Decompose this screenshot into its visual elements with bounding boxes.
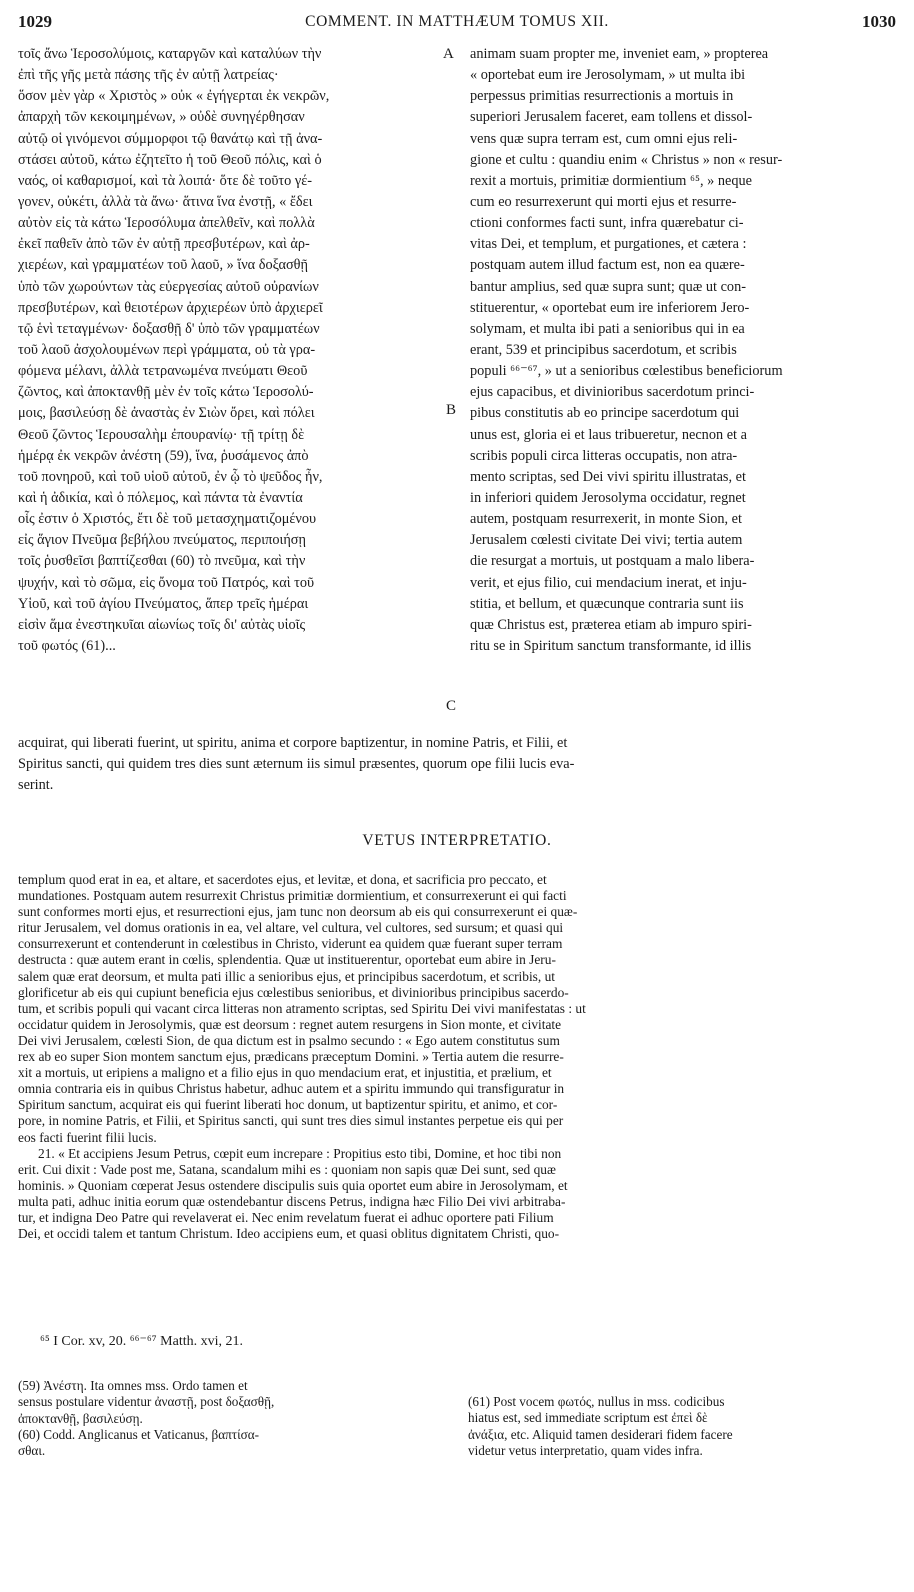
footnote-line: hiatus est, sed immediate scriptum est ἐπεὶ δὲ (468, 1410, 708, 1426)
greek-text-line: ἡμέρᾳ ἐκ νεκρῶν ἀνέστη (59), ἵνα, ῥυσάμενος ἀπὸ (18, 447, 309, 464)
footnote-line: σθαι. (18, 1443, 46, 1459)
running-title: COMMENT. IN MATTHÆUM TOMUS XII. (305, 13, 609, 30)
greek-text-line: πρεσβυτέρων, καὶ θειοτέρων ἀρχιερέων ὑπὸ ἀρχιερεῖ (18, 299, 323, 316)
page-number-right: 1030 (862, 12, 896, 31)
vetus-text-line: Spiritum sanctum, acquirat eis qui fuerint liberati hoc donum, ut baptizentur spiritu, et animo, et cor- (18, 1097, 558, 1113)
vetus-text-line: mundationes. Postquam autem resurrexit Christus primitiæ dormientium, et consurrexerunt ei qui facti (18, 888, 567, 904)
latin-text-line: in inferiori quidem Jerosolyma occidatur, regnet (470, 489, 746, 506)
footnote-line: sensus postulare videntur ἀναστῇ, post δοξασθῇ, (18, 1394, 275, 1410)
latin-text-line: solymam, et multa ibi pati a senioribus qui in ea (470, 320, 745, 337)
latin-text-line: erant, 539 et principibus sacerdotum, et scribis (470, 341, 737, 358)
footnote-line: (60) Codd. Anglicanus et Vaticanus, βαπτίσα- (18, 1426, 260, 1442)
greek-text-line: χιερέων, καὶ γραμματέων τοῦ λαοῦ, » ἵνα δοξασθῇ (18, 257, 309, 274)
vetus-text-line: tum, et scribis populi qui vacant circa litteras non atramento scriptas, sed Spiritu Dei vivi manifestatas : ut (18, 1000, 586, 1016)
latin-text-line: quæ Christus est, præterea etiam ab impuro spiri- (470, 616, 752, 633)
section-title: VETUS INTERPRETATIO. (362, 832, 552, 849)
margin-marker-b: B (446, 402, 457, 418)
greek-text-line: μοις, βασιλεύσῃ δὲ ἀναστὰς ἐν Σιὼν ὄρει, καὶ πόλει (18, 405, 315, 422)
greek-text-line: οἷς ἐστιν ὁ Χριστός, ἔτι δὲ τοῦ μετασχηματιζομένου (18, 511, 317, 528)
latin-text-line: postquam autem illud factum est, non ea quære- (470, 257, 745, 274)
latin-text-line: ctioni conformes facti sunt, infra quærebatur ci- (470, 215, 744, 232)
margin-marker-c: C (446, 698, 457, 714)
latin-text-line: scribis populi circa litteras occupatis, non atra- (470, 447, 738, 464)
greek-text-line: ζῶντος, καὶ ἀποκτανθῇ μὲν ἐν τοῖς κάτω Ἱεροσολύ- (18, 384, 314, 401)
latin-text-line: perpessus primitias resurrectionis a mortuis in (470, 88, 734, 105)
vetus-text-line: destructa : quæ autem erant in cœlis, splendentia. Quæ ut instituerentur, oportebat eum abire in Jeru- (18, 952, 556, 968)
latin-text-line: mento scriptas, sed Dei vivi spiritu illustratas, et (470, 468, 746, 485)
page-header (18, 12, 896, 36)
greek-text-line: ἀπαρχὴ τῶν κεκοιμημένων, » οὐδὲ συνηγέρθησαν (18, 109, 305, 126)
scripture-references: ⁶⁵ I Cor. xv, 20. ⁶⁶⁻⁶⁷ Matth. xvi, 21. (40, 1334, 243, 1349)
footnote-line: (61) Post vocem φωτός, nullus in mss. codicibus (468, 1394, 725, 1409)
latin-text-line: cum eo resurrexerunt qui morti ejus et resurre- (470, 193, 737, 210)
greek-column (18, 44, 450, 657)
vetus-text-line: hominis. » Quoniam cœperat Jesus ostendere discipulis suis quia oportet eum abire in Jerosolymam, et (18, 1177, 568, 1193)
vetus-text-line: Dei, et occidi talem et tantum Christum. Ideo accipiens eum, et quasi oblitus dignitatem Christi, quo- (18, 1226, 560, 1242)
latin-text-line: ejus capacibus, et divinioribus sacerdotum princi- (470, 384, 755, 401)
footnote-line: (59) Ἀνέστη. Ita omnes mss. Ordo tamen et (18, 1378, 248, 1393)
footnotes-left (18, 1378, 450, 1459)
greek-text-line: εἰς ἅγιον Πνεῦμα βεβήλου πνεύματος, περιποιήσῃ (18, 532, 306, 549)
latin-text-line: vitas Dei, et templum, et purgationes, et cætera : (470, 236, 747, 253)
footnote-line: videtur vetus interpretatio, quam vides infra. (468, 1442, 703, 1458)
latin-text-line: die resurgat a mortuis, ut postquam a malo libera- (470, 553, 755, 570)
vetus-text-line: rex ab eo super Sion montem sanctum ejus, prædicans præceptum Domini. » Tertia autem die resurre- (18, 1049, 564, 1065)
vetus-text-line: consurrexerunt et contenderunt in cœlestibus in Christo, viderunt ea quidem quæ fuerant super terram (18, 936, 563, 952)
full-width-continuation (18, 733, 896, 796)
continuation-text-line: serint. (18, 777, 54, 793)
latin-text-line: autem, postquam resurrexerit, in monte Sion, et (470, 511, 742, 528)
greek-text-line: στάσει αὐτοῦ, κάτω ἐζητεῖτο ἡ τοῦ Θεοῦ πόλις, καὶ ὁ (18, 151, 322, 168)
footnotes-right (468, 1394, 898, 1459)
greek-text-line: ὑπὸ τῶν χωρούντων τὰς εὐεργεσίας αὐτοῦ οὐρανίων (18, 278, 319, 295)
latin-text-line: populi ⁶⁶⁻⁶⁷, » ut a senioribus cœlestibus beneficiorum (470, 363, 783, 380)
vetus-text-line: eos facti fuerint filii lucis. (18, 1129, 157, 1145)
vetus-text-line: pore, in nomine Patris, et Filii, et Spiritus sancti, qui sunt tres dies simul instantes perpetue eis qui per (18, 1113, 564, 1129)
greek-text-line: Υἱοῦ, καὶ τοῦ ἁγίου Πνεύματος, ἅπερ τρεῖς ἡμέραι (18, 595, 309, 612)
footnote-line: ἀνάξια, etc. Aliquid tamen desiderari fidem facere (468, 1426, 733, 1442)
latin-text-line: unus est, gloria ei et laus tribueretur, necnon et a (470, 426, 747, 443)
vetus-text-line: glorificetur ab eis qui cupiunt beneficia ejus cœlestibus senioribus, et divinioribus principibus sacerdo- (18, 984, 569, 1000)
greek-text-line: ὅσον μὲν γὰρ « Χριστὸς » οὐκ « ἐγήγερται ἐκ νεκρῶν, (18, 88, 330, 105)
greek-text-line: τῷ ἑνὶ τεταγμένων· δοξασθῇ δ' ὑπὸ τῶν γραμματέων (18, 320, 320, 337)
greek-text-line: Θεοῦ ζῶντος Ἱερουσαλὴμ ἐπουρανίῳ· τῇ τρίτῃ δὲ (18, 426, 305, 443)
greek-text-line: ψυχήν, καὶ τὸ σῶμα, εἰς ὄνομα τοῦ Πατρός, καὶ τοῦ (18, 574, 315, 591)
latin-text-line: gione et cultu : quandiu enim « Christus » non « resur- (470, 151, 783, 168)
greek-text-line: γονεν, οὐκέτι, ἀλλὰ τὰ ἄνω· ἅτινα ἵνα ἐνστῇ, « ἔδει (18, 193, 313, 210)
latin-text-line: superiori Jerusalem faceret, eam tollens et dissol- (470, 109, 753, 126)
latin-text-line: rexit a mortuis, primitiæ dormientium ⁶⁵, » neque (470, 172, 752, 189)
margin-marker-a: A (443, 46, 454, 62)
greek-text-line: εἰσὶν ἅμα ἐνεστηκυῖαι αἰωνίως τοῖς δι' αὐτὰς υἱοῖς (18, 616, 306, 633)
vetus-text-line: ritur Jerusalem, vel domus orationis in ea, vel altare, vel cultura, vel cultores, sed sursum; et quasi qui (18, 920, 564, 936)
vetus-text-line: templum quod erat in ea, et altare, et sacerdotes ejus, et levitæ, et dona, et sacrificia pro peccato, et (18, 872, 547, 887)
vetus-text-line: erit. Cui dixit : Vade post me, Satana, scandalum mihi es : quoniam non sapis quæ Dei sunt, sed quæ (18, 1161, 556, 1177)
greek-text-line: ναός, οἱ καθαρισμοί, καὶ τὰ λοιπά· ὅτε δὲ τοῦτο γέ- (18, 172, 312, 189)
vetus-text-line: omnia contraria eis in quibus Christus habetur, adhuc autem et a spiritu immundo qui transfiguratur in (18, 1081, 565, 1097)
latin-text-line: vens quæ supra terram est, cum omni ejus reli- (470, 130, 738, 147)
greek-text-line: φόμενα μέλανι, ἀλλὰ τετρανωμένα πνεύματι Θεοῦ (18, 363, 308, 380)
greek-text-line: τοῖς ῥυσθεῖσι βαπτίζεσθαι (60) τὸ πνεῦμα, καὶ τὴν (18, 553, 306, 570)
continuation-text-line: acquirat, qui liberati fuerint, ut spiritu, anima et corpore baptizentur, in nomine Patris, et Filii, et (18, 735, 568, 751)
vetus-text-line: tur, et indigna Deo Patre qui revelaverat ei. Nec enim revelatum fuerat ei adhuc oportere pati Filium (18, 1209, 554, 1225)
vetus-text-line: occidatur quidem in Jerosolymis, quæ est deorsum : regnet autem resurgens in Sion monte, et civitate (18, 1016, 562, 1032)
greek-text-line: ἐπὶ τῆς γῆς μετὰ πάσης τῆς ἐν αὐτῇ λατρείας· (18, 67, 279, 84)
greek-text-line: αὐτὸν εἰς τὰ κάτω Ἱεροσόλυμα ἀπελθεῖν, καὶ πολλὰ (18, 215, 315, 232)
greek-text-line: αὐτῷ οἱ γινόμενοι σύμμορφοι τῷ θανάτῳ καὶ τῇ ἀνα- (18, 130, 323, 147)
page-number-left: 1029 (18, 12, 52, 31)
greek-text-line: τοῦ πονηροῦ, καὶ τοῦ υἱοῦ αὐτοῦ, ἐν ᾧ τὸ ψεῦδος ἦν, (18, 468, 323, 485)
greek-text-line: τοῦ φωτός (61)... (18, 637, 116, 654)
greek-text-line: ἐκεῖ παθεῖν ἀπὸ τῶν ἐν αὐτῇ πρεσβυτέρων, καὶ ἀρ- (18, 236, 310, 253)
vetus-text-line: multa pati, adhuc initia eorum quæ ostendebantur discens Petrus, indigna hæc Filio Dei vivi arbitraba- (18, 1193, 566, 1209)
vetus-interpretatio-text (18, 872, 896, 1242)
latin-text-line: verit, et ejus filio, cui mendacium inerat, et inju- (470, 574, 747, 591)
latin-text-line: pibus constitutis ab eo principe sacerdotum qui (470, 405, 740, 422)
latin-text-line: « oportebat eum ire Jerosolymam, » ut multa ibi (470, 67, 746, 84)
vetus-text-line: 21. « Et accipiens Jesum Petrus, cœpit eum increpare : Propitius esto tibi, Domine, et hoc tibi non (38, 1145, 562, 1161)
vetus-text-line: sunt conformes morti ejus, et resurrectioni ejus, jam tunc non deorsum ab eis qui consurrexerunt ei quæ- (18, 904, 578, 920)
latin-text-line: stituerentur, « oportebat eum ire inferiorem Jero- (470, 299, 750, 316)
greek-text-line: τοῖς ἄνω Ἱεροσολύμοις, καταργῶν καὶ καταλύων τὴν (18, 46, 322, 62)
latin-text-line: stitia, et bellum, et quæcunque contraria sunt iis (470, 595, 744, 612)
latin-column (470, 44, 898, 657)
latin-text-line: ritu se in Spiritum sanctum transformante, id illis (470, 637, 752, 654)
vetus-text-line: salem quæ erat deorsum, et multa pati illic a senioribus ejus, et principibus sacerdotum, et scribis, ut (18, 968, 555, 984)
continuation-text-line: Spiritus sancti, qui quidem tres dies sunt æternum iis simul præsentes, quorum ope filii lucis eva- (18, 756, 575, 772)
latin-text-line: bantur amplius, sed quæ supra sunt; quæ ut con- (470, 278, 746, 295)
footnote-line: ἀποκτανθῇ, βασιλεύσῃ. (18, 1410, 143, 1426)
latin-text-line: Jerusalem cœlesti civitate Dei vivi; tertia autem (470, 532, 743, 549)
vetus-text-line: xit a mortuis, ut eripiens a maligno et a filio ejus in quo mendacium erat, et injustitia, et prælium, et (18, 1065, 552, 1081)
vetus-text-line: Dei vivi Jerusalem, cœlesti Sion, de qua dictum est in psalmo secundo : « Ego autem constitutus sum (18, 1032, 560, 1048)
greek-text-line: καὶ ἡ ἀδικία, καὶ ὁ πόλεμος, καὶ πάντα τὰ ἐναντία (18, 489, 303, 506)
latin-text-line: animam suam propter me, inveniet eam, » propterea (470, 46, 769, 62)
greek-text-line: τοῦ λαοῦ ἀσχολουμένων περὶ γράμματα, οὐ τὰ γρα- (18, 341, 316, 358)
